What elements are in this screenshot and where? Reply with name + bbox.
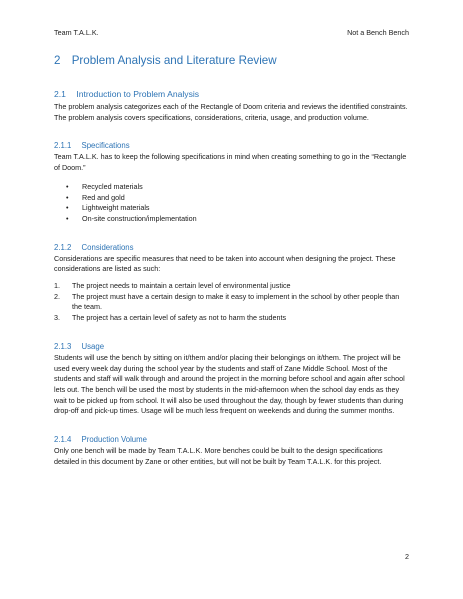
list-item	[54, 281, 409, 292]
section-specifications	[54, 141, 409, 224]
section-considerations	[54, 243, 409, 324]
page-header	[54, 28, 409, 37]
list-item	[54, 292, 409, 313]
considerations-heading	[54, 243, 409, 252]
considerations-title: Considerations	[81, 242, 134, 252]
section-intro	[54, 89, 409, 123]
chapter-title: Problem Analysis and Literature Review	[71, 54, 277, 67]
intro-title: Introduction to Problem Analysis	[76, 89, 200, 99]
header-team-name: Team T.A.L.K.	[54, 28, 99, 37]
usage-title: Usage	[81, 341, 105, 351]
header-project-name: Not a Bench Bench	[347, 28, 409, 37]
chapter-number: 2	[54, 54, 61, 67]
list-item	[54, 313, 409, 324]
usage-number: 2.1.3	[54, 341, 72, 351]
considerations-number: 2.1.2	[54, 242, 72, 252]
list-item: • Recycled materials	[54, 182, 409, 193]
specifications-number: 2.1.1	[54, 141, 72, 151]
specifications-list	[54, 182, 409, 225]
list-item: • Lightweight materials	[54, 203, 409, 214]
section-usage	[54, 342, 409, 417]
production-title: Production Volume	[81, 435, 147, 445]
intro-heading	[54, 89, 409, 99]
list-item-number: 2.	[54, 291, 60, 301]
list-item-number: 3.	[54, 313, 60, 323]
production-number: 2.1.4	[54, 435, 72, 445]
chapter-heading	[54, 54, 409, 67]
list-item-text: The project needs to maintain a certain level of environmental justice	[72, 281, 291, 291]
specifications-heading	[54, 141, 409, 150]
specifications-paragraph: Team T.A.L.K. has to keep the following specifications in mind when creating something to go in the “Rectangle of Doom.”	[54, 152, 407, 173]
considerations-list	[54, 281, 409, 324]
usage-heading	[54, 342, 409, 351]
considerations-paragraph: Considerations are specific measures that need to be taken into account when designing the project. These considerations are listed as such:	[54, 253, 396, 274]
specifications-title: Specifications	[81, 141, 130, 151]
intro-number: 2.1	[54, 89, 66, 99]
page-content	[54, 54, 409, 485]
list-item-text: The project must have a certain design to make it easy to implement in the school by other people than the team.	[72, 291, 400, 312]
intro-paragraph: The problem analysis categorizes each of the Rectangle of Doom criteria and reviews the identified constraints. The problem analysis covers specifications, considerations, criteria, usage, and production volume.	[54, 102, 408, 122]
list-item: • On-site construction/implementation	[54, 214, 409, 225]
section-production-volume	[54, 435, 409, 467]
production-paragraph: Only one bench will be made by Team T.A.L.K. More benches could be built to the design specifications detailed in this document by Zane or other entities, but will not be built by Team T.A.L.K. for this project.	[54, 446, 383, 466]
list-item: • Red and gold	[54, 193, 409, 204]
page-number: 2	[405, 552, 409, 561]
list-item-number: 1.	[54, 281, 60, 291]
list-item-text: The project has a certain level of safety as not to harm the students	[72, 313, 287, 323]
production-heading	[54, 435, 409, 444]
usage-paragraph: Students will use the bench by sitting on it/them and/or placing their belongings on it/them. The project will be used every week day during the school year by the students and staff of Zane Middle School. Most of the students and staff will walk through and around the project in the morning before school and again after school lets out. The bench will be used the most by students in the mid-afternoon when the school day ends as they wait to be picked up from school. It will also be used throughout the day, though by fewer students than during drop-off and pick-up times. Usage will be much less frequent on weekends and during the summer months.	[54, 352, 405, 416]
